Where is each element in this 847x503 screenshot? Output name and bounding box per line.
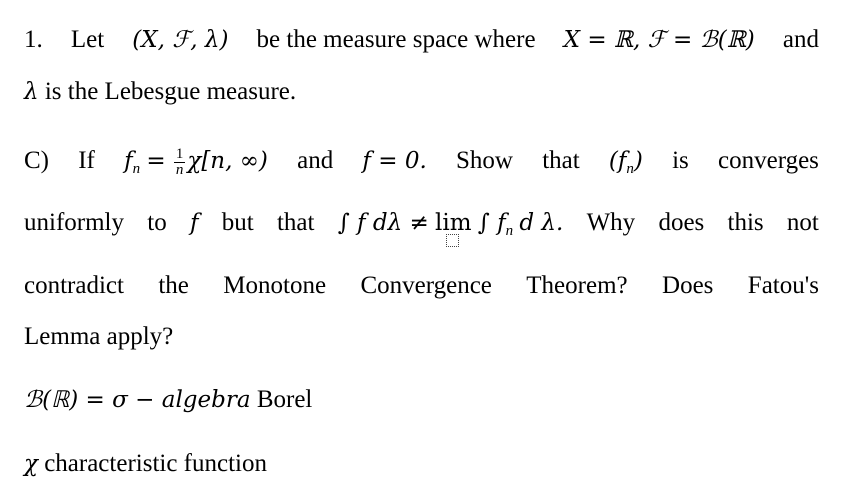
integral-inequality [338, 208, 564, 246]
word-if: If [78, 147, 95, 174]
word-monotone: Monotone [223, 272, 327, 299]
limit-operator [435, 208, 472, 238]
word-that: that [542, 147, 580, 174]
fn-subscript: n [132, 161, 141, 177]
word-does: does [658, 209, 705, 236]
lambda-symbol: λ [24, 79, 39, 105]
word-show: Show [456, 147, 513, 174]
word-and: and [782, 26, 819, 53]
word-converges: converges [718, 147, 819, 174]
borel-word: Borel [256, 386, 313, 413]
note-borel [24, 385, 312, 415]
problem-line-6 [24, 322, 173, 352]
word-and-2: and [297, 147, 334, 174]
measure-space-triple: (X, ℱ, λ) [132, 27, 229, 53]
word-convergence: Convergence [360, 272, 492, 299]
word-why: Why [586, 209, 636, 236]
be-the-measure-space-where: be the measure space where [256, 26, 536, 53]
part-label: C) [24, 147, 49, 174]
word-let: Let [70, 26, 105, 53]
fraction-numerator: 1 [175, 145, 184, 162]
problem-line-1 [24, 25, 819, 55]
chi-interval: χ[n, ∞) [187, 148, 268, 174]
word-to: to [147, 209, 167, 236]
f-symbol: f [189, 210, 199, 236]
problem-line-3 [24, 146, 819, 184]
problem-line-2 [24, 77, 296, 107]
limit-text: lim [435, 210, 472, 236]
word-uniformly: uniformly [24, 209, 124, 236]
fn-definition [124, 146, 268, 184]
word-not: not [786, 209, 819, 236]
lebesgue-text: is the Lebesgue measure. [44, 78, 297, 105]
problem-number: 1. [24, 26, 43, 53]
limit-placeholder-box [446, 234, 459, 247]
integral-right: ∫ f [477, 210, 506, 236]
word-contradict: contradict [24, 272, 124, 299]
word-the: the [158, 272, 189, 299]
sequence-close: ) [633, 148, 643, 174]
fraction-one-over-n [174, 147, 186, 178]
integral-subscript: n [505, 223, 514, 239]
sequence-subscript: n [626, 161, 634, 177]
problem-line-5 [24, 271, 819, 301]
characteristic-function-text: characteristic function [44, 450, 267, 477]
note-characteristic [24, 449, 267, 479]
word-is: is [672, 147, 689, 174]
word-theorem: Theorem? [526, 272, 628, 299]
word-this: this [727, 209, 764, 236]
word-that-2: that [276, 209, 315, 236]
sequence-fn [609, 146, 643, 184]
lemma-apply-text: Lemma apply? [24, 323, 174, 350]
problem-line-4 [24, 208, 819, 246]
word-but: but [221, 209, 254, 236]
d-lambda: d λ. [519, 210, 564, 236]
equals-sign: = [146, 148, 166, 174]
sequence-open: (f [608, 148, 627, 174]
fraction-denominator: n [175, 161, 184, 178]
word-fatous: Fatou's [747, 272, 819, 299]
borel-definition: ℬ(ℝ) = σ − algebra [24, 387, 251, 413]
integral-left: ∫ f dλ ≠ [337, 210, 429, 236]
f-equals-zero: f = 0. [362, 148, 427, 174]
word-does-2: Does [662, 272, 714, 299]
space-definition: X = ℝ, ℱ = ℬ(ℝ) [563, 27, 755, 53]
fn-symbol: f [124, 148, 133, 174]
chi-symbol: χ [24, 451, 38, 477]
